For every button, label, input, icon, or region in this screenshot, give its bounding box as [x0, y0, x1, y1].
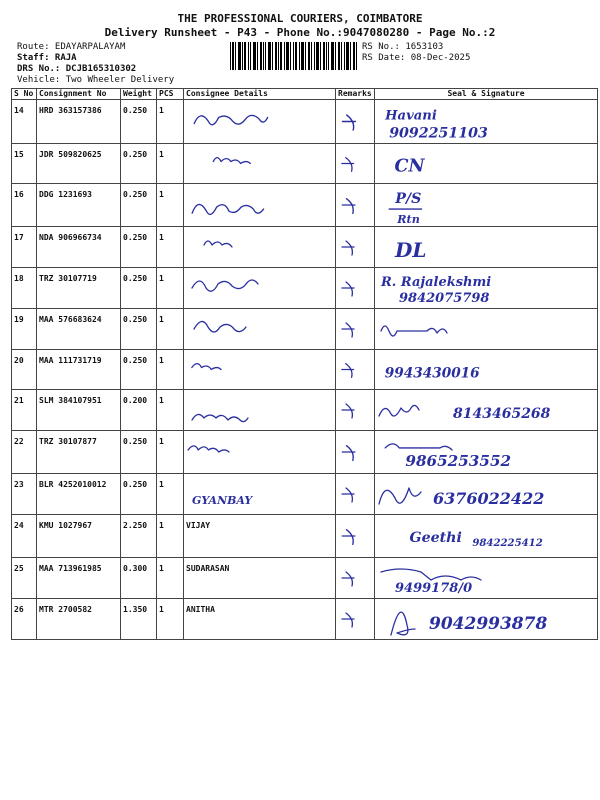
- svg-text:Havani: Havani: [385, 108, 437, 124]
- handwritten-remark-mark: [336, 350, 374, 389]
- handwritten-consignee-name: [184, 390, 335, 430]
- consignment-number-cell-text: BLR 4252010012: [39, 480, 107, 489]
- handwritten-signature: [375, 515, 597, 557]
- remarks-cell: [336, 515, 375, 558]
- handwritten-signature: [375, 227, 597, 267]
- header-sno: S No: [12, 89, 37, 100]
- serial-number-cell: [12, 309, 37, 350]
- remarks-cell: [336, 144, 375, 184]
- pieces-cell-text: 1: [159, 274, 164, 283]
- header-consignment: Consignment No: [37, 89, 121, 100]
- handwritten-signature: [375, 474, 597, 514]
- header-weight: Weight: [121, 89, 157, 100]
- handwritten-remark-mark: [336, 227, 374, 267]
- weight-cell-text: 0.250: [123, 315, 148, 324]
- pieces-cell: [157, 184, 184, 227]
- pieces-cell: [157, 390, 184, 431]
- consignment-number-cell: [37, 184, 121, 227]
- weight-cell: [121, 431, 157, 474]
- rs-number: RS No.: 1653103: [362, 42, 444, 52]
- consignee-cell: [184, 474, 336, 515]
- handwritten-remark-mark: [336, 100, 374, 143]
- pieces-cell-text: 1: [159, 150, 164, 159]
- consignment-number-cell-text: JDR 509820625: [39, 150, 102, 159]
- table-row: [12, 558, 598, 599]
- svg-text:9499178/0: 9499178/0: [395, 581, 473, 596]
- handwritten-remark-mark: [336, 268, 374, 308]
- remarks-cell: [336, 599, 375, 640]
- pieces-cell-text: 1: [159, 233, 164, 242]
- consignment-number-cell: [37, 599, 121, 640]
- weight-cell-text: 0.200: [123, 396, 148, 405]
- serial-number-cell-text: 14: [14, 106, 24, 115]
- pieces-cell-text: 1: [159, 605, 164, 614]
- weight-cell-text: 0.250: [123, 437, 148, 446]
- serial-number-cell: [12, 390, 37, 431]
- serial-number-cell: [12, 350, 37, 390]
- header-consignee: Consignee Details: [184, 89, 336, 100]
- table-row: [12, 309, 598, 350]
- handwritten-signature: [375, 599, 597, 639]
- consignee-cell: [184, 431, 336, 474]
- signature-cell: [375, 144, 598, 184]
- table-row: [12, 227, 598, 268]
- handwritten-consignee-name: [184, 144, 335, 183]
- handwritten-remark-mark: [336, 515, 374, 557]
- serial-number-cell-text: 25: [14, 564, 24, 573]
- handwritten-signature: [375, 184, 597, 226]
- weight-cell-text: 1.350: [123, 605, 148, 614]
- consignment-number-cell: [37, 350, 121, 390]
- consignee-cell: [184, 390, 336, 431]
- table-row: [12, 599, 598, 640]
- svg-text:GYANBAY: GYANBAY: [192, 494, 253, 507]
- handwritten-remark-mark: [336, 474, 374, 514]
- serial-number-cell-text: 22: [14, 437, 24, 446]
- handwritten-signature: [375, 144, 597, 183]
- remarks-cell: [336, 227, 375, 268]
- rs-date: RS Date: 08-Dec-2025: [362, 53, 471, 63]
- weight-cell: [121, 144, 157, 184]
- table-row: [12, 474, 598, 515]
- handwritten-remark-mark: [336, 309, 374, 349]
- handwritten-signature: [375, 100, 597, 143]
- consignment-number-cell-text: TRZ 30107719: [39, 274, 97, 283]
- consignment-number-cell: [37, 227, 121, 268]
- weight-cell: [121, 268, 157, 309]
- weight-cell-text: 0.250: [123, 480, 148, 489]
- svg-text:P/S: P/S: [395, 190, 422, 207]
- serial-number-cell-text: 16: [14, 190, 24, 199]
- weight-cell: [121, 350, 157, 390]
- serial-number-cell-text: 20: [14, 356, 24, 365]
- table-row: [12, 515, 598, 558]
- remarks-cell: [336, 350, 375, 390]
- weight-cell-text: 0.250: [123, 150, 148, 159]
- signature-cell: [375, 515, 598, 558]
- handwritten-consignee-name: [184, 184, 335, 226]
- handwritten-remark-mark: [336, 144, 374, 183]
- pieces-cell-text: 1: [159, 106, 164, 115]
- consignment-number-cell-text: HRD 363157386: [39, 106, 102, 115]
- weight-cell-text: 0.250: [123, 106, 148, 115]
- drs-label: DRS No.: DCJB165310302: [17, 64, 137, 74]
- pieces-cell: [157, 268, 184, 309]
- table-row: [12, 144, 598, 184]
- svg-text:9042993878: 9042993878: [429, 614, 548, 634]
- consignment-number-cell: [37, 558, 121, 599]
- consignment-number-cell-text: DDG 1231693: [39, 190, 92, 199]
- handwritten-signature: [375, 350, 597, 389]
- weight-cell: [121, 227, 157, 268]
- signature-cell: [375, 599, 598, 640]
- serial-number-cell-text: 26: [14, 605, 24, 614]
- serial-number-cell: [12, 474, 37, 515]
- table-row: [12, 100, 598, 144]
- weight-cell: [121, 599, 157, 640]
- serial-number-cell-text: 21: [14, 396, 24, 405]
- weight-cell: [121, 515, 157, 558]
- remarks-cell: [336, 100, 375, 144]
- svg-text:Geethi: Geethi: [409, 530, 462, 547]
- pieces-cell: [157, 474, 184, 515]
- weight-cell: [121, 100, 157, 144]
- weight-cell-text: 2.250: [123, 521, 148, 530]
- handwritten-remark-mark: [336, 390, 374, 430]
- svg-text:Rtn: Rtn: [397, 213, 420, 226]
- weight-cell-text: 0.250: [123, 233, 148, 242]
- consignment-number-cell-text: MTR 2700582: [39, 605, 92, 614]
- remarks-cell: [336, 390, 375, 431]
- pieces-cell-text: 1: [159, 437, 164, 446]
- serial-number-cell: [12, 515, 37, 558]
- handwritten-signature: [375, 268, 597, 308]
- signature-cell: [375, 390, 598, 431]
- consignment-number-cell: [37, 515, 121, 558]
- svg-text:9842075798: 9842075798: [399, 291, 490, 306]
- consignment-number-cell: [37, 431, 121, 474]
- table-row: [12, 268, 598, 309]
- consignee-cell: [184, 268, 336, 309]
- remarks-cell: [336, 268, 375, 309]
- consignee-cell: [184, 144, 336, 184]
- signature-cell: [375, 309, 598, 350]
- handwritten-consignee-name: [184, 100, 335, 143]
- consignee-cell: [184, 227, 336, 268]
- handwritten-remark-mark: [336, 558, 374, 598]
- handwritten-consignee-name: [184, 350, 335, 389]
- svg-text:CN: CN: [394, 156, 425, 177]
- route-label: Route: EDAYARPALAYAM: [17, 42, 126, 52]
- pieces-cell: [157, 100, 184, 144]
- pieces-cell: [157, 515, 184, 558]
- pieces-cell: [157, 558, 184, 599]
- consignment-number-cell-text: MAA 576683624: [39, 315, 102, 324]
- svg-text:9842225412: 9842225412: [472, 537, 543, 550]
- weight-cell-text: 0.250: [123, 356, 148, 365]
- serial-number-cell-text: 19: [14, 315, 24, 324]
- remarks-cell: [336, 558, 375, 599]
- svg-text:9943430016: 9943430016: [384, 365, 480, 382]
- consignee-cell: [184, 350, 336, 390]
- table-row: [12, 350, 598, 390]
- signature-cell: [375, 558, 598, 599]
- pieces-cell-text: 1: [159, 564, 164, 573]
- weight-cell: [121, 309, 157, 350]
- consignee-cell-text: VIJAY: [186, 521, 211, 530]
- table-header-row: [12, 89, 598, 100]
- serial-number-cell: [12, 431, 37, 474]
- consignee-cell: [184, 309, 336, 350]
- handwritten-signature: [375, 309, 597, 349]
- svg-text:9092251103: 9092251103: [389, 125, 488, 142]
- weight-cell: [121, 390, 157, 431]
- svg-text:DL: DL: [395, 238, 427, 262]
- handwritten-consignee-name: [184, 268, 335, 308]
- consignment-number-cell: [37, 144, 121, 184]
- pieces-cell: [157, 144, 184, 184]
- handwritten-signature: [375, 431, 597, 473]
- serial-number-cell: [12, 227, 37, 268]
- consignee-cell: [184, 184, 336, 227]
- pieces-cell: [157, 309, 184, 350]
- svg-text:6376022422: 6376022422: [433, 489, 545, 508]
- company-title: THE PROFESSIONAL COURIERS, COIMBATORE: [177, 12, 423, 25]
- consignee-cell: [184, 100, 336, 144]
- serial-number-cell-text: 17: [14, 233, 24, 242]
- consignment-number-cell: [37, 268, 121, 309]
- weight-cell: [121, 184, 157, 227]
- pieces-cell-text: 1: [159, 480, 164, 489]
- signature-cell: [375, 474, 598, 515]
- svg-text:9865253552: 9865253552: [405, 452, 512, 471]
- remarks-cell: [336, 309, 375, 350]
- pieces-cell-text: 1: [159, 521, 164, 530]
- weight-cell-text: 0.300: [123, 564, 148, 573]
- serial-number-cell: [12, 558, 37, 599]
- pieces-cell: [157, 431, 184, 474]
- handwritten-remark-mark: [336, 431, 374, 473]
- remarks-cell: [336, 474, 375, 515]
- pieces-cell-text: 1: [159, 356, 164, 365]
- consignee-cell: [184, 599, 336, 640]
- header-remarks: Remarks: [336, 89, 375, 100]
- signature-cell: [375, 431, 598, 474]
- consignment-number-cell-text: MAA 111731719: [39, 356, 102, 365]
- consignment-number-cell: [37, 390, 121, 431]
- pieces-cell-text: 1: [159, 190, 164, 199]
- serial-number-cell: [12, 599, 37, 640]
- pieces-cell: [157, 227, 184, 268]
- svg-text:R. Rajalekshmi: R. Rajalekshmi: [381, 275, 492, 290]
- consignment-number-cell-text: KMU 1027967: [39, 521, 92, 530]
- signature-cell: [375, 184, 598, 227]
- serial-number-cell-text: 23: [14, 480, 24, 489]
- runsheet-table: [11, 88, 598, 640]
- weight-cell: [121, 474, 157, 515]
- handwritten-signature: [375, 558, 597, 598]
- consignment-number-cell: [37, 309, 121, 350]
- consignment-number-cell-text: MAA 713961985: [39, 564, 102, 573]
- runsheet-title: Delivery Runsheet - P43 - Phone No.:9047080280 - Page No.:2: [104, 26, 496, 39]
- consignment-number-cell: [37, 100, 121, 144]
- pieces-cell: [157, 599, 184, 640]
- consignee-cell: [184, 515, 336, 558]
- table-row: [12, 184, 598, 227]
- handwritten-consignee-name: [184, 431, 335, 473]
- remarks-cell: [336, 431, 375, 474]
- consignment-number-cell: [37, 474, 121, 515]
- pieces-cell: [157, 350, 184, 390]
- serial-number-cell-text: 24: [14, 521, 24, 530]
- handwritten-consignee-name: [184, 309, 335, 349]
- consignee-cell-text: SUDARASAN: [186, 564, 230, 573]
- table-row: [12, 390, 598, 431]
- handwritten-remark-mark: [336, 184, 374, 226]
- pieces-cell-text: 1: [159, 396, 164, 405]
- consignment-number-cell-text: TRZ 30107877: [39, 437, 97, 446]
- handwritten-consignee-name: [184, 474, 335, 514]
- weight-cell-text: 0.250: [123, 274, 148, 283]
- serial-number-cell: [12, 184, 37, 227]
- vehicle-label: Vehicle: Two Wheeler Delivery: [17, 75, 175, 85]
- serial-number-cell: [12, 100, 37, 144]
- handwritten-remark-mark: [336, 599, 374, 639]
- signature-cell: [375, 268, 598, 309]
- serial-number-cell-text: 18: [14, 274, 24, 283]
- consignment-number-cell-text: NDA 906966734: [39, 233, 102, 242]
- serial-number-cell: [12, 268, 37, 309]
- weight-cell: [121, 558, 157, 599]
- header-signature: Seal & Signature: [375, 89, 598, 100]
- signature-cell: [375, 227, 598, 268]
- signature-cell: [375, 350, 598, 390]
- handwritten-consignee-name: [184, 227, 335, 267]
- pieces-cell-text: 1: [159, 315, 164, 324]
- svg-text:8143465268: 8143465268: [453, 406, 551, 422]
- consignment-number-cell-text: SLM 384107951: [39, 396, 102, 405]
- consignee-cell: [184, 558, 336, 599]
- weight-cell-text: 0.250: [123, 190, 148, 199]
- signature-cell: [375, 100, 598, 144]
- staff-label: Staff: RAJA: [17, 53, 77, 63]
- barcode-image: [230, 42, 358, 70]
- serial-number-cell: [12, 144, 37, 184]
- handwritten-signature: [375, 390, 597, 430]
- table-row: [12, 431, 598, 474]
- header-pcs: PCS: [157, 89, 184, 100]
- serial-number-cell-text: 15: [14, 150, 24, 159]
- consignee-cell-text: ANITHA: [186, 605, 215, 614]
- remarks-cell: [336, 184, 375, 227]
